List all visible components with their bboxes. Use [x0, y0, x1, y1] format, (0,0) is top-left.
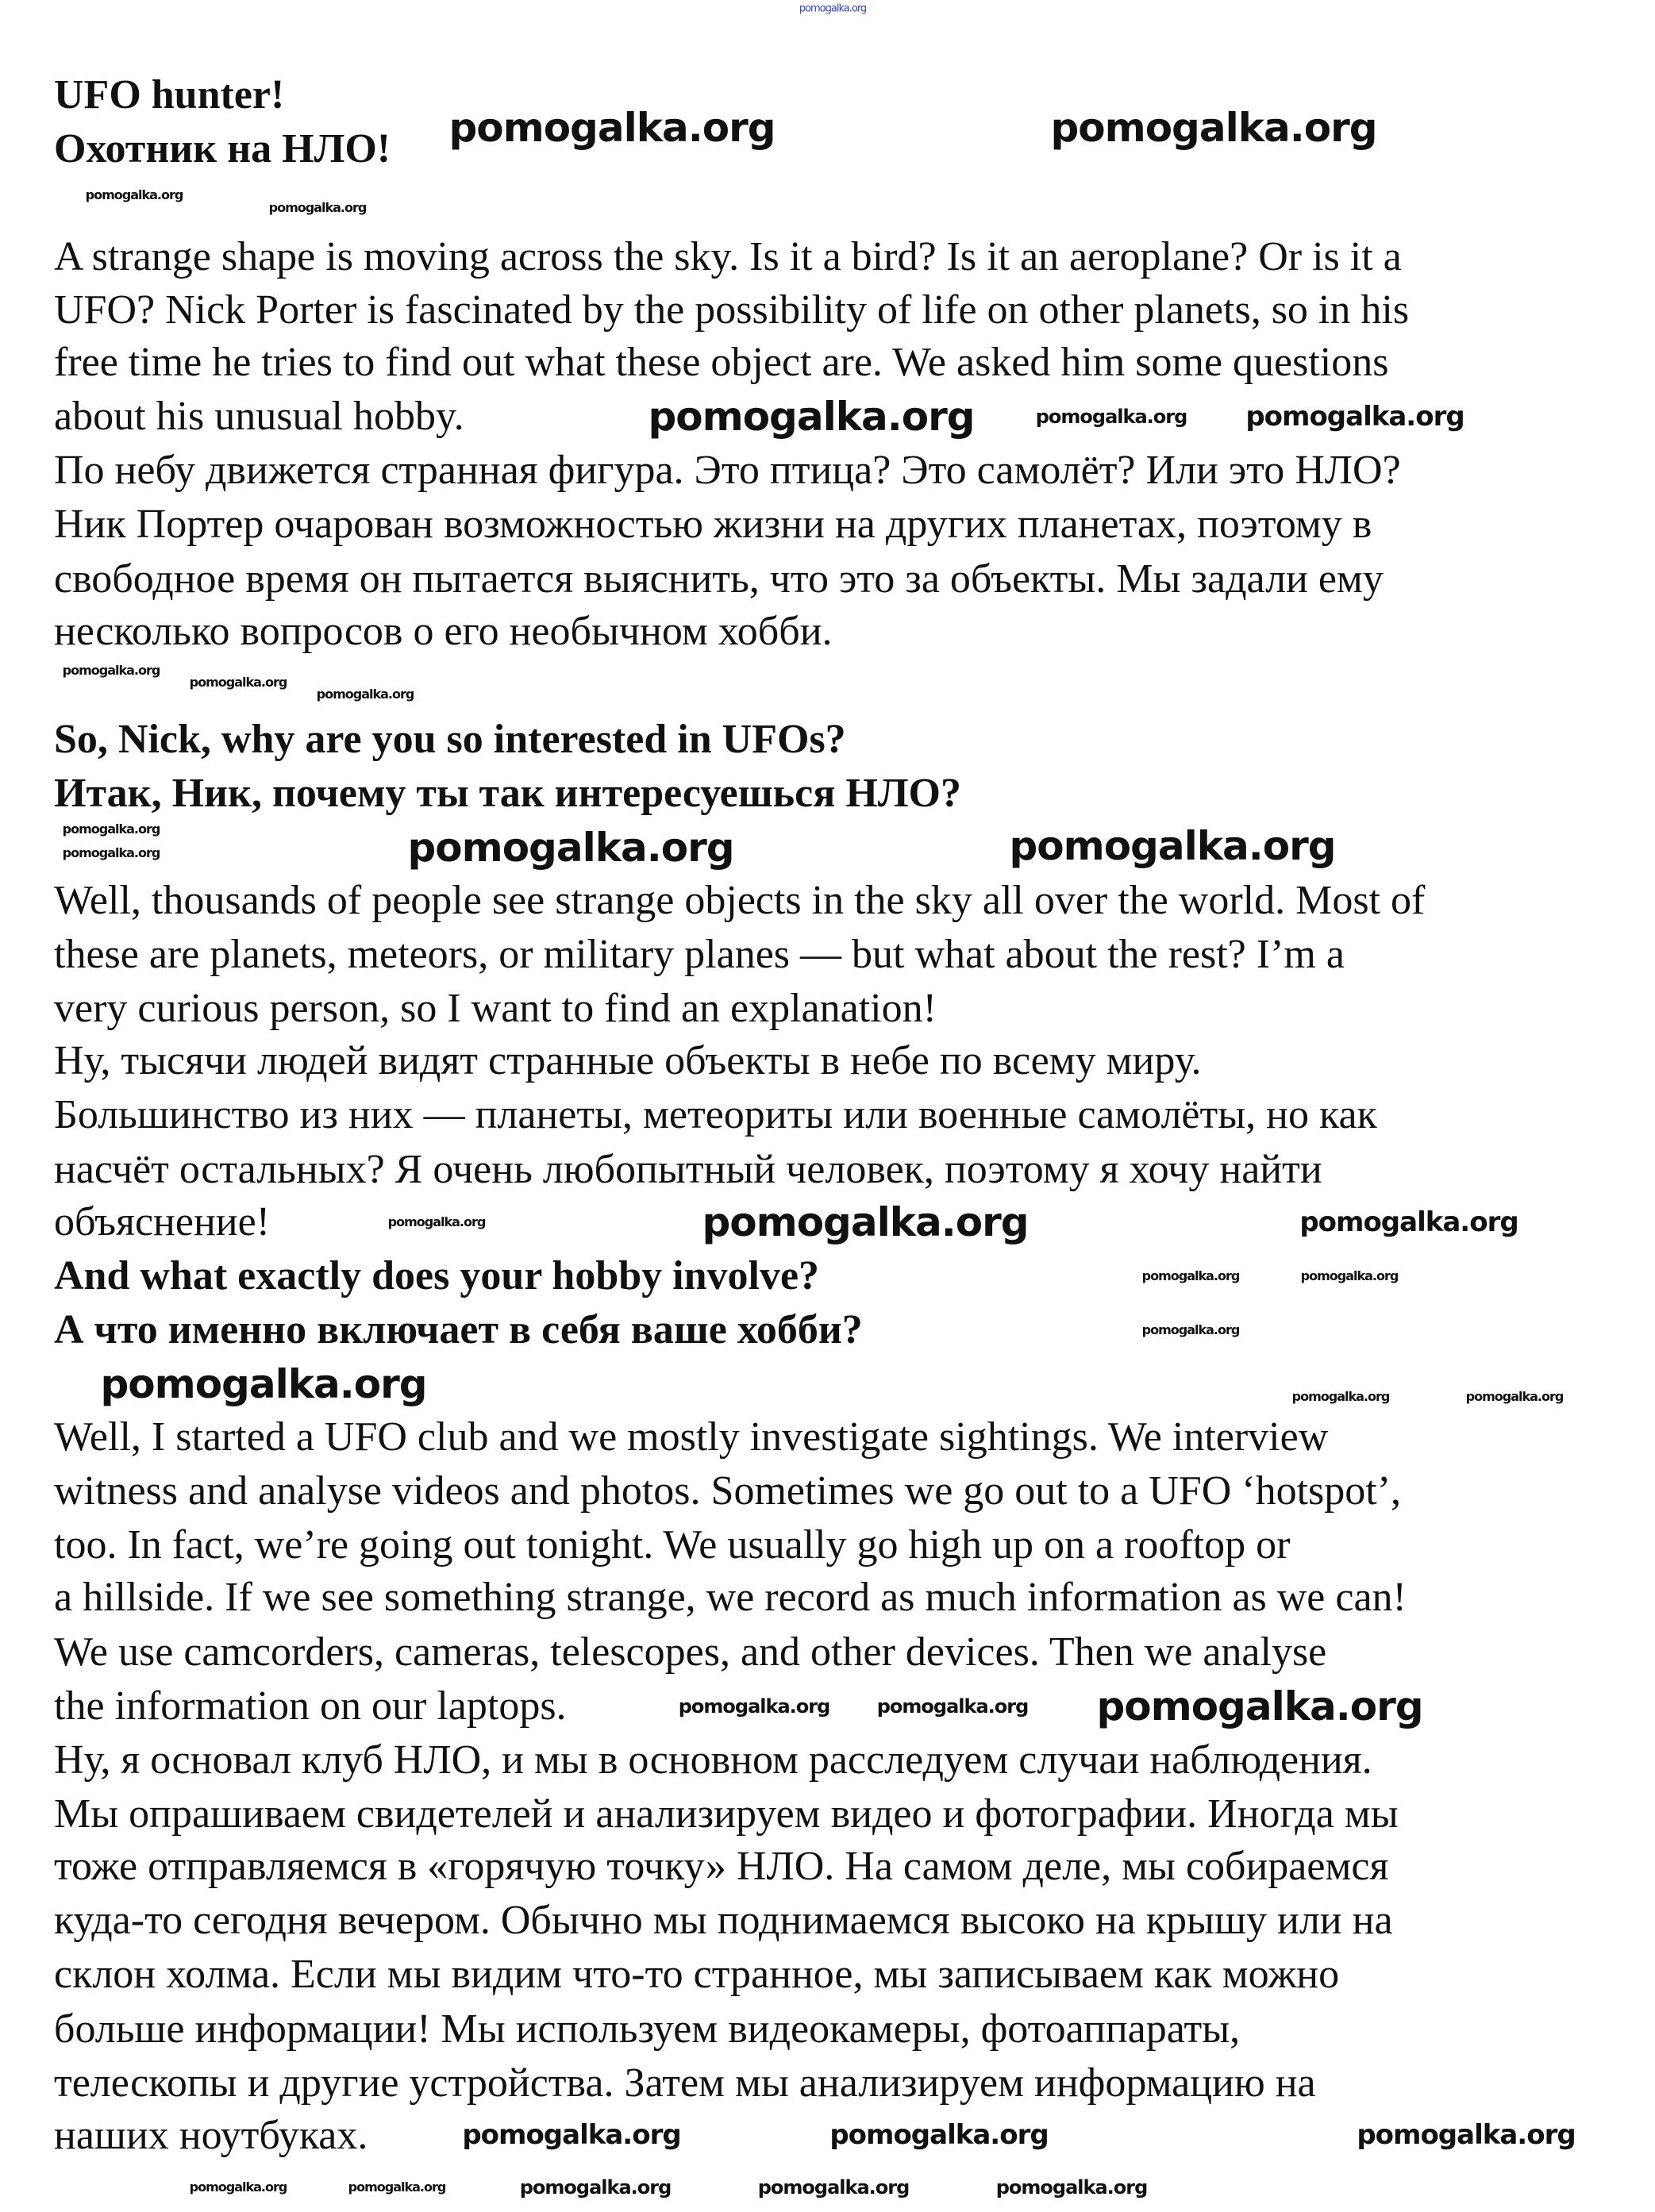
intro-ru-line: свободное время он пытается выяснить, что это за объекты. Мы задали ему — [54, 556, 1384, 602]
answer-1-ru-line: объяснение! — [54, 1199, 271, 1244]
answer-2-en-line: too. In fact, we’re going out tonight. We usually go high up on a rooftop or — [54, 1522, 1291, 1568]
answer-2-ru-line: куда-то сегодня вечером. Обычно мы поднимаемся высоко на крышу или на — [54, 1898, 1393, 1943]
intro-ru-line: несколько вопросов о его необычном хобби. — [54, 609, 833, 654]
watermark: pomogalka.org — [1096, 1683, 1423, 1729]
watermark: pomogalka.org — [462, 2119, 681, 2151]
watermark: pomogalka.org — [757, 2176, 910, 2199]
intro-ru-line: Ник Портер очарован возможностью жизни на других планетах, поэтому в — [54, 502, 1372, 547]
watermark: pomogalka.org — [995, 2176, 1148, 2199]
watermark: pomogalka.org — [1291, 1389, 1390, 1404]
answer-2-en-line: witness and analyse videos and photos. Sometimes we go out to a UFO ‘hotspot’, — [54, 1468, 1402, 1514]
title-en: UFO hunter! — [54, 72, 285, 117]
watermark: pomogalka.org — [62, 845, 160, 860]
answer-2-ru-line: тоже отправляемся в «горячую точку» НЛО. На самом деле, мы собираемся — [54, 1844, 1389, 1889]
question-2-en: And what exactly does your hobby involve? — [54, 1253, 820, 1298]
watermark: pomogalka.org — [799, 2, 867, 15]
watermark: pomogalka.org — [678, 1695, 830, 1718]
answer-2-ru-line: больше информации! Мы используем видеокамеры, фотоаппараты, — [54, 2006, 1241, 2052]
answer-1-en-line: very curious person, so I want to find an explanation! — [54, 986, 937, 1031]
answer-2-en-line: Well, I started a UFO club and we mostly investigate sightings. We interview — [54, 1414, 1329, 1460]
watermark: pomogalka.org — [62, 663, 160, 678]
watermark: pomogalka.org — [876, 1695, 1029, 1718]
answer-2-ru-line: Ну, я основал клуб НЛО, и мы в основном расследуем случаи наблюдения. — [54, 1737, 1372, 1783]
answer-2-ru-line: телескопы и другие устройства. Затем мы анализируем информацию на — [54, 2060, 1316, 2106]
watermark: pomogalka.org — [1357, 2119, 1576, 2151]
watermark: pomogalka.org — [1245, 401, 1464, 433]
title-ru: Охотник на НЛО! — [54, 126, 391, 171]
watermark: pomogalka.org — [1009, 823, 1336, 869]
answer-1-en-line: Well, thousands of people see strange objects in the sky all over the world. Most of — [54, 878, 1426, 923]
watermark: pomogalka.org — [1465, 1389, 1564, 1404]
answer-2-ru-line: наших ноутбуках. — [54, 2113, 368, 2158]
watermark: pomogalka.org — [85, 187, 183, 202]
watermark: pomogalka.org — [829, 2119, 1049, 2151]
watermark: pomogalka.org — [1141, 1268, 1240, 1283]
answer-2-ru-line: Мы опрашиваем свидетелей и анализируем видео и фотографии. Иногда мы — [54, 1791, 1399, 1837]
watermark: pomogalka.org — [189, 2179, 287, 2195]
intro-ru-line: По небу движется странная фигура. Это птица? Это самолёт? Или это НЛО? — [54, 448, 1401, 493]
watermark: pomogalka.org — [100, 1361, 427, 1407]
watermark: pomogalka.org — [1035, 406, 1187, 428]
watermark: pomogalka.org — [189, 675, 287, 690]
watermark: pomogalka.org — [268, 200, 367, 215]
intro-en-line: UFO? Nick Porter is fascinated by the possibility of life on other planets, so in his — [54, 287, 1410, 333]
intro-en-line: A strange shape is moving across the sky. Is it a bird? Is it an aeroplane? Or is it a — [54, 234, 1402, 279]
intro-en-line: about his unusual hobby. — [54, 394, 464, 439]
answer-2-en-line: the information on our laptops. — [54, 1683, 567, 1729]
watermark: pomogalka.org — [62, 821, 160, 837]
answer-1-ru-line: насчёт остальных? Я очень любопытный человек, поэтому я хочу найти — [54, 1147, 1322, 1192]
question-1-en: So, Nick, why are you so interested in UFOs? — [54, 717, 846, 762]
watermark: pomogalka.org — [648, 394, 975, 440]
answer-2-en-line: a hillside. If we see something strange, we record as much information as we can! — [54, 1575, 1407, 1620]
watermark: pomogalka.org — [1050, 105, 1377, 151]
answer-1-en-line: these are planets, meteors, or military planes — but what about the rest? I’m a — [54, 932, 1345, 977]
answer-1-ru-line: Ну, тысячи людей видят странные объекты в небе по всему миру. — [54, 1038, 1202, 1083]
watermark: pomogalka.org — [519, 2176, 672, 2199]
question-1-ru: Итак, Ник, почему ты так интересуешься НЛО? — [54, 771, 961, 816]
question-2-ru: А что именно включает в себя ваше хобби? — [54, 1307, 863, 1352]
watermark: pomogalka.org — [407, 825, 734, 871]
watermark: pomogalka.org — [702, 1199, 1029, 1245]
watermark: pomogalka.org — [387, 1214, 486, 1229]
watermark: pomogalka.org — [1141, 1322, 1240, 1337]
answer-2-ru-line: склон холма. Если мы видим что-то странное, мы записываем как можно — [54, 1952, 1340, 1997]
watermark: pomogalka.org — [316, 687, 414, 702]
watermark: pomogalka.org — [348, 2179, 446, 2195]
watermark: pomogalka.org — [448, 105, 776, 151]
answer-1-ru-line: Большинство из них — планеты, метеориты или военные самолёты, но как — [54, 1092, 1377, 1137]
watermark: pomogalka.org — [1299, 1206, 1518, 1238]
intro-en-line: free time he tries to find out what these object are. We asked him some questions — [54, 340, 1389, 385]
watermark: pomogalka.org — [1300, 1268, 1399, 1283]
answer-2-en-line: We use camcorders, cameras, telescopes, and other devices. Then we analyse — [54, 1629, 1327, 1675]
